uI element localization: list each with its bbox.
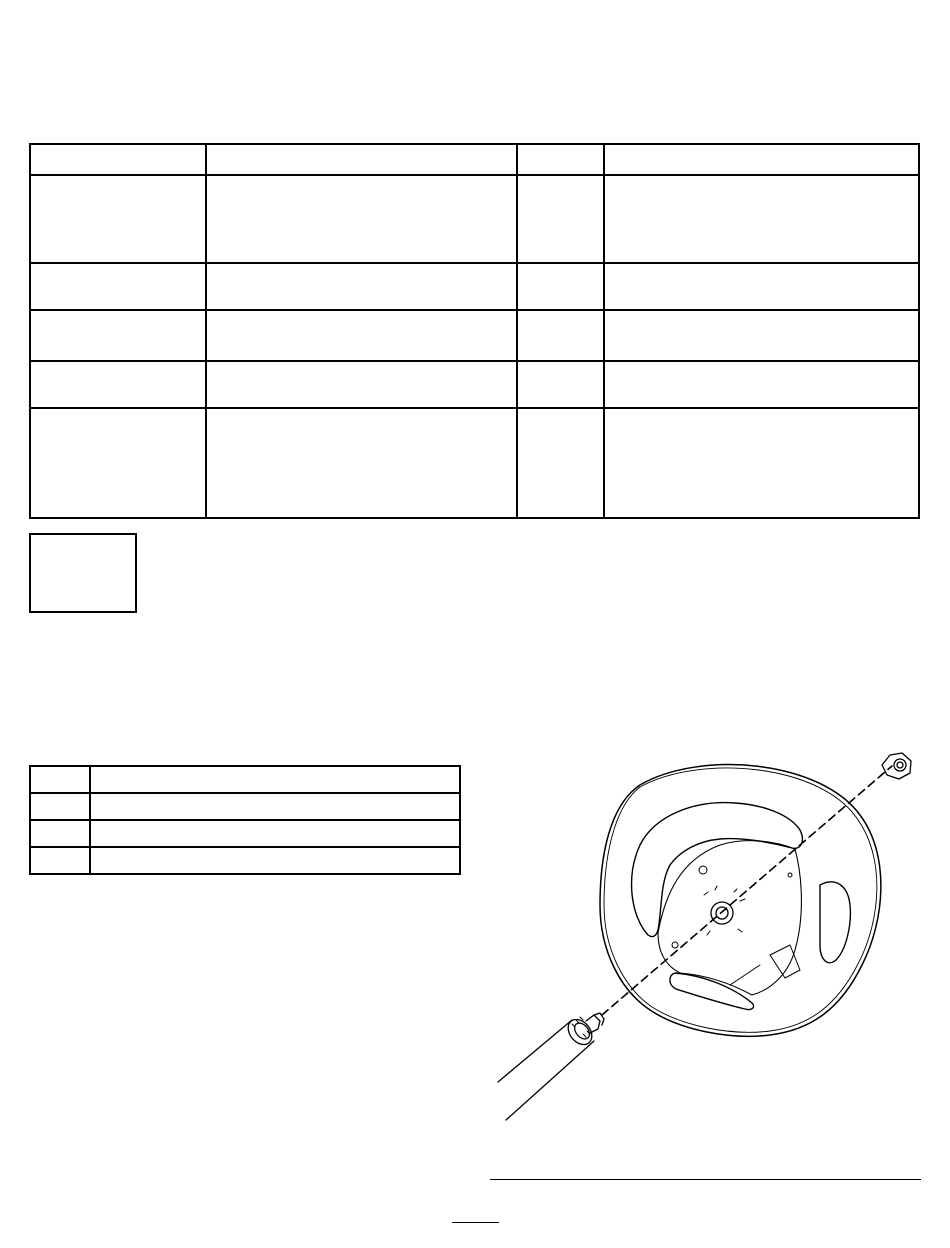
table-row <box>30 361 919 408</box>
step-number-box <box>29 533 137 613</box>
table-cell <box>604 263 919 310</box>
table-cell <box>90 820 460 847</box>
table-cell <box>90 793 460 820</box>
table-cell <box>517 310 604 361</box>
table-cell <box>206 263 517 310</box>
table-cell <box>30 847 90 874</box>
nut <box>882 753 911 779</box>
table-cell <box>206 175 517 263</box>
header-use <box>604 144 919 175</box>
table-header-row <box>30 144 919 175</box>
table-cell <box>30 263 206 310</box>
header-part <box>90 766 460 793</box>
figure-caption-rule <box>490 1179 921 1180</box>
table-row <box>30 820 460 847</box>
table-cell <box>517 263 604 310</box>
parts-list-table <box>29 765 461 875</box>
table-cell <box>30 408 206 518</box>
steering-wheel <box>600 765 881 1037</box>
table-row <box>30 847 460 874</box>
table-cell <box>604 310 919 361</box>
steering-wheel-illustration <box>490 745 930 1135</box>
table-cell <box>604 408 919 518</box>
header-qty <box>517 144 604 175</box>
steering-wheel-drawing <box>490 745 930 1135</box>
table-cell <box>206 408 517 518</box>
parts-table <box>29 143 920 519</box>
header-qty <box>30 766 90 793</box>
table-cell <box>90 847 460 874</box>
table-cell <box>30 793 90 820</box>
table-cell <box>206 310 517 361</box>
table-cell <box>604 361 919 408</box>
table-cell <box>30 175 206 263</box>
header-description <box>206 144 517 175</box>
table-cell <box>517 408 604 518</box>
table-cell <box>604 175 919 263</box>
table-cell <box>30 361 206 408</box>
table-row <box>30 263 919 310</box>
header-procedure <box>30 144 206 175</box>
table-cell <box>30 310 206 361</box>
table-cell <box>517 175 604 263</box>
table-header-row <box>30 766 460 793</box>
table-row <box>30 310 919 361</box>
table-row <box>30 175 919 263</box>
table-row <box>30 408 919 518</box>
table-cell <box>30 820 90 847</box>
page-footer-rule <box>452 1222 499 1223</box>
table-cell <box>206 361 517 408</box>
steering-column <box>498 1013 604 1120</box>
table-row <box>30 793 460 820</box>
table-cell <box>517 361 604 408</box>
alignment-dashed-line <box>602 766 892 1015</box>
